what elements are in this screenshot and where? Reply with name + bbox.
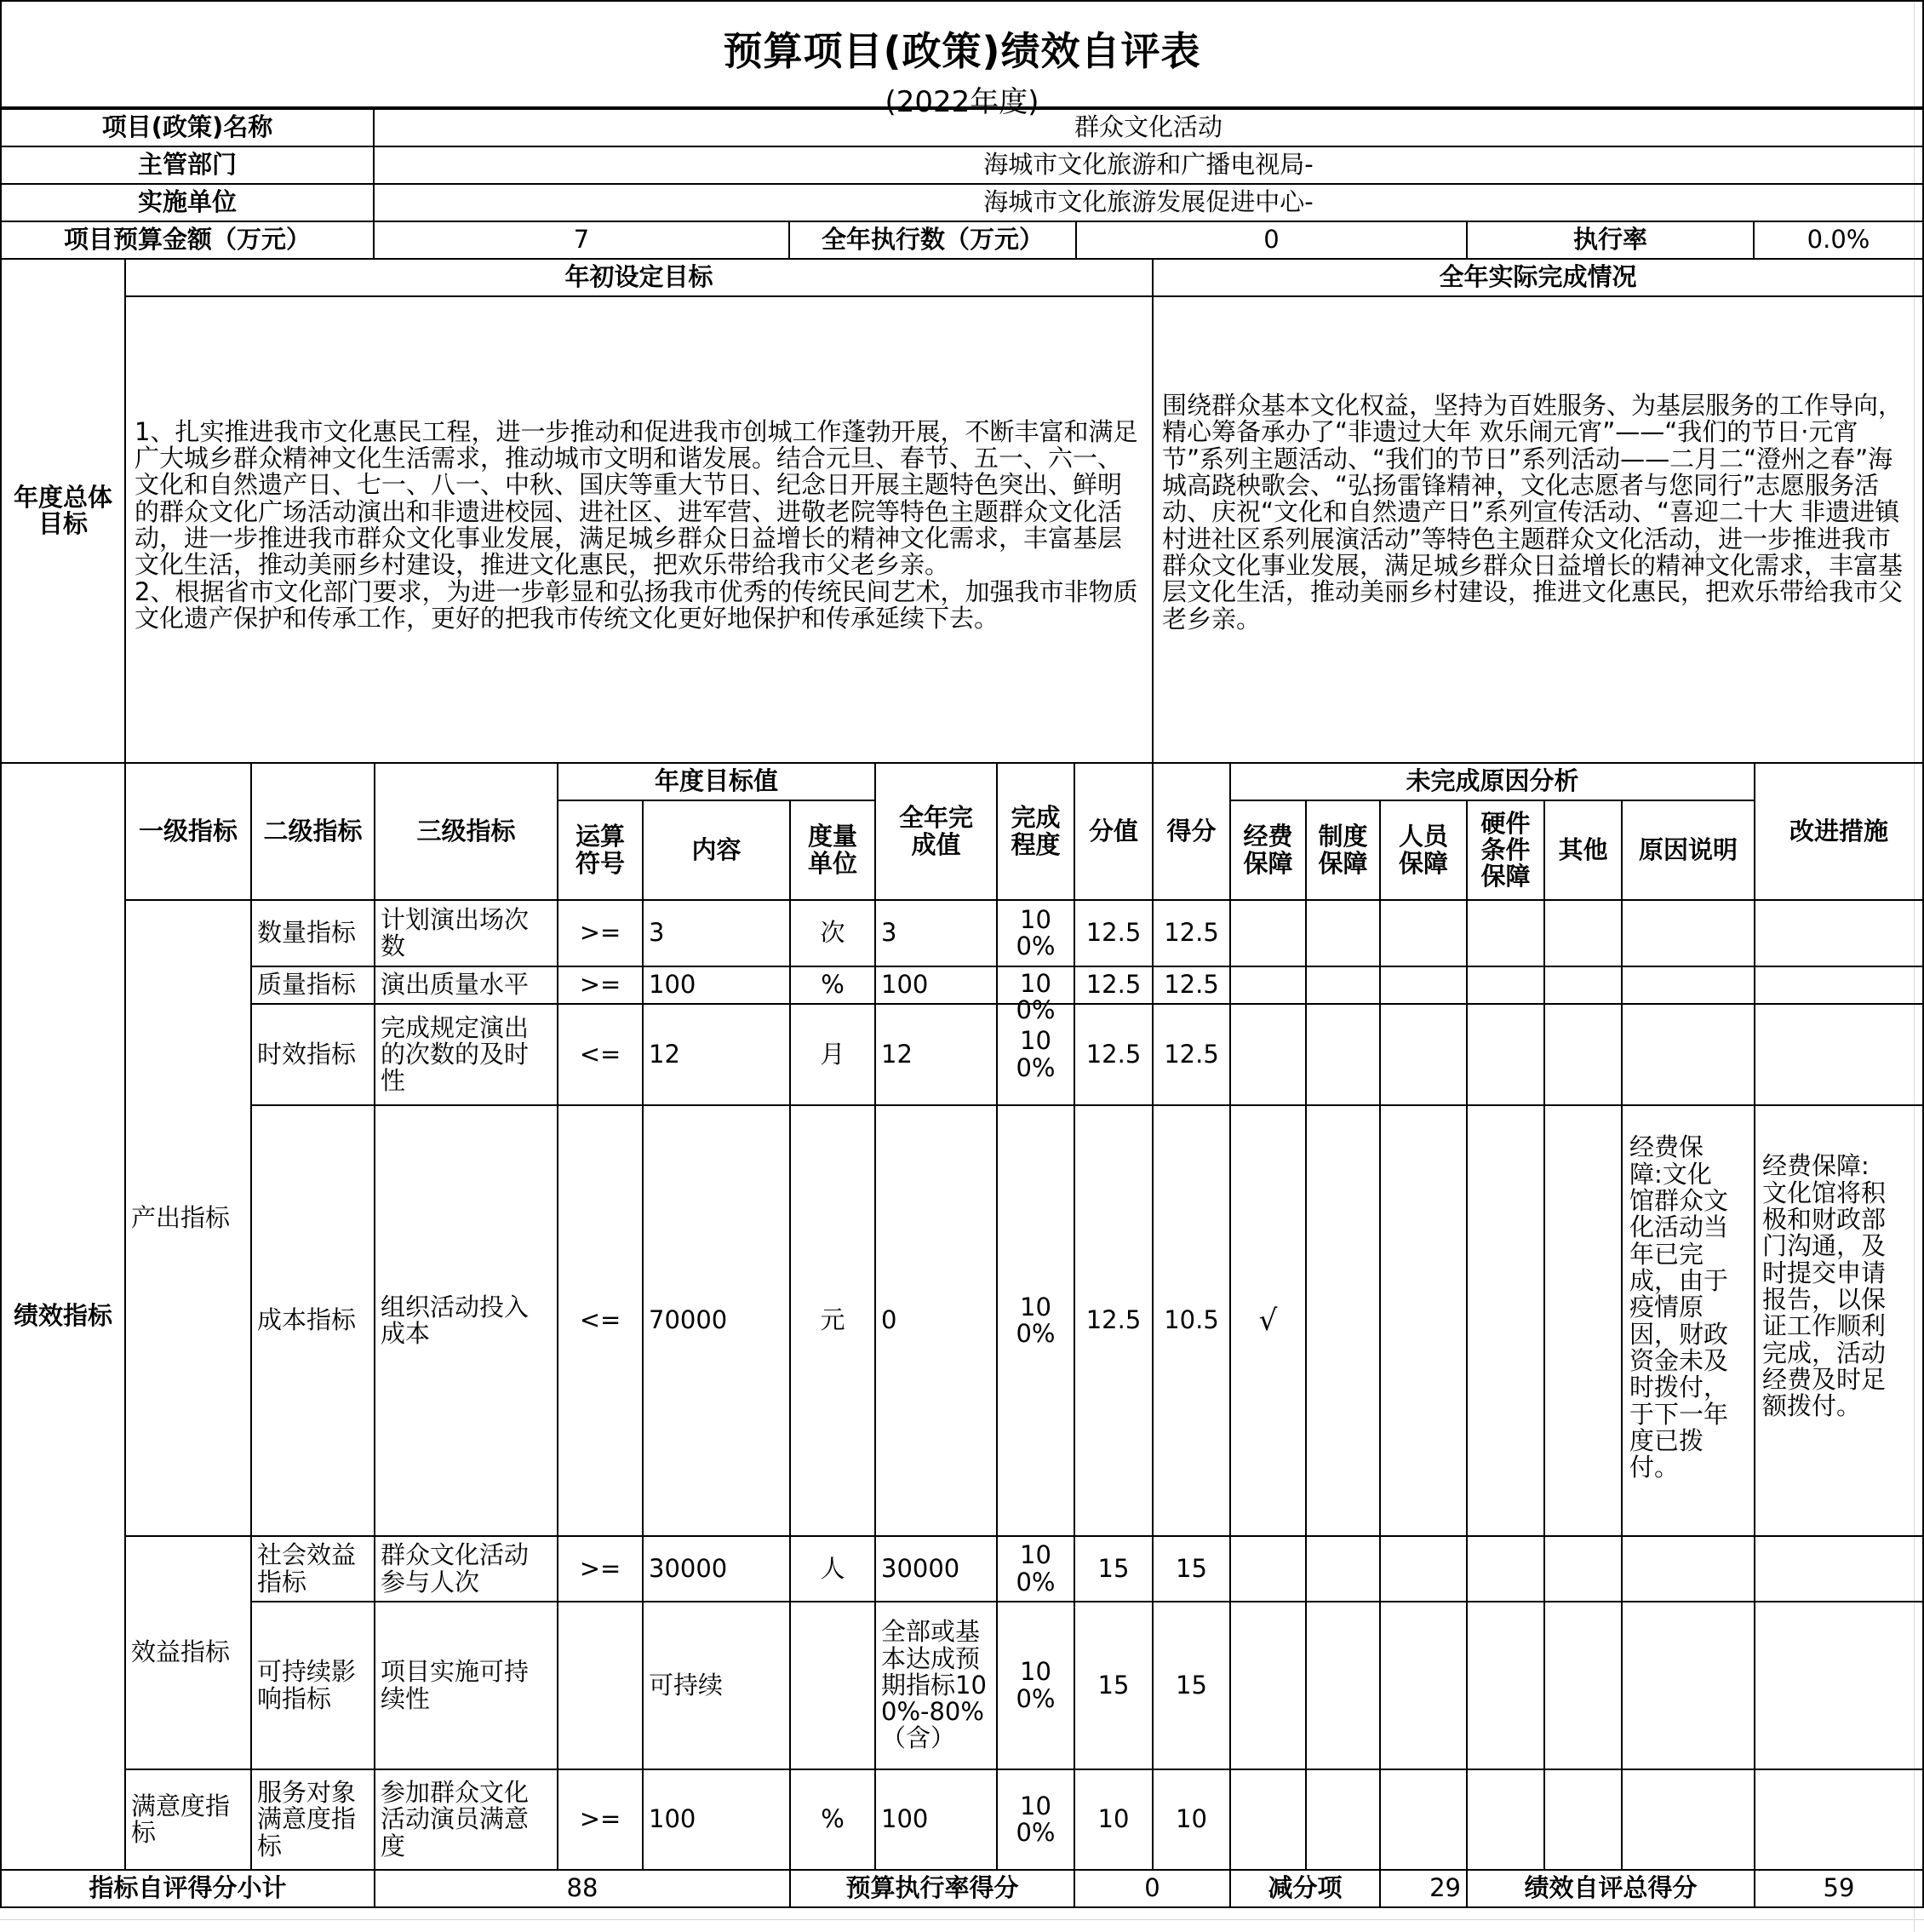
- row-level3: 参加群众文化活动演员满意度: [374, 1769, 558, 1871]
- hdr-improve: 改进措施: [1754, 762, 1924, 901]
- budget-label: 项目预算金额（万元）: [0, 221, 375, 260]
- hdr-level3: 三级指标: [374, 762, 558, 901]
- row-completion-text: 100%: [1016, 1026, 1056, 1082]
- row-r-system[interactable]: [1305, 1003, 1381, 1106]
- row-operator: <=: [557, 1003, 644, 1106]
- initial-goal-text: 1、扎实推进我市文化惠民工程，进一步推动和促进我市创城工作蓬勃开展，不断丰富和满足广大城乡群众精神文化生活需求，推动城市文明和谐发展。结合元旦、春节、五一、六一、文化和自然遗产日、七一、八一、中秋、国庆等重大节日、纪念日开展主题特色突出、鲜明的群众文化广场活动演出和非遗进校园、进社区、进军营、进敬老院等特色主题群众文化活动，进一步推进我市群众文化事业发展，满足城乡群众日益增长的精神文化需求，丰富基层文化生活，推动美丽乡村建设，推进文化惠民，把欢乐带给我市父老乡亲。 2、根据省市文化部门要求，为进一步彰显和弘扬我市优秀的传统民间艺术，加强我市非物质文化遗产保护和传承工作，更好的把我市传统文化更好地保护和传承延续下去。: [135, 416, 1138, 633]
- row-actual[interactable]: 100: [874, 966, 998, 1005]
- row-content[interactable]: 12: [642, 1003, 791, 1106]
- row-r-other[interactable]: [1543, 1769, 1623, 1871]
- hdr-content: 内容: [642, 800, 791, 901]
- row-actual[interactable]: 0: [874, 1104, 998, 1537]
- annual-goals-label: 年度总体目标: [0, 258, 126, 764]
- hdr-actual: [874, 762, 998, 901]
- row-unit: 元: [789, 1104, 876, 1537]
- row-score[interactable]: 12.5: [1152, 966, 1231, 1005]
- row-r-hardware[interactable]: [1466, 1535, 1545, 1602]
- row-level3: 群众文化活动参与人次: [374, 1535, 558, 1602]
- row-r-funding[interactable]: [1229, 899, 1307, 967]
- project-name-label: 项目(政策)名称: [0, 108, 375, 147]
- row-level2: 服务对象满意度指标: [250, 1769, 375, 1871]
- row-level2: 时效指标: [250, 1003, 375, 1106]
- row-score-value[interactable]: 10: [1074, 1769, 1154, 1871]
- row-completion[interactable]: [996, 1535, 1075, 1602]
- row-r-explain[interactable]: [1621, 1769, 1755, 1871]
- hdr-r-system-text: 制度保障: [1318, 822, 1368, 878]
- row-r-explain[interactable]: [1621, 1003, 1755, 1106]
- row-r-other[interactable]: [1543, 1003, 1623, 1106]
- row-r-other[interactable]: [1543, 1104, 1623, 1537]
- hdr-annual-target: 年度目标值: [557, 762, 876, 801]
- row-unit: 次: [789, 899, 876, 967]
- row-score[interactable]: 10: [1152, 1769, 1231, 1871]
- row-completion-text: 100%: [1016, 1540, 1056, 1597]
- report-title-block: [0, 0, 1924, 119]
- exec-value[interactable]: 0: [1075, 221, 1468, 260]
- row-r-hardware[interactable]: [1466, 1104, 1545, 1537]
- total-label: 绩效自评总得分: [1466, 1869, 1755, 1908]
- row-improve[interactable]: [1754, 899, 1924, 967]
- hdr-r-hardware-text: 硬件条件保障: [1480, 808, 1531, 891]
- hdr-r-staff: [1379, 800, 1468, 901]
- hdr-r-funding: [1229, 800, 1307, 901]
- row-completion[interactable]: [996, 966, 1075, 1025]
- row-level3: 计划演出场次数: [374, 899, 558, 967]
- hdr-r-staff-text: 人员保障: [1398, 822, 1448, 878]
- sheet-gridline: [0, 1919, 1924, 1920]
- row-content[interactable]: 70000: [642, 1104, 791, 1537]
- hdr-r-hardware: [1466, 800, 1545, 901]
- row-score-value[interactable]: 15: [1074, 1535, 1154, 1602]
- row-improve[interactable]: [1754, 1003, 1924, 1106]
- budget-value[interactable]: 7: [373, 221, 790, 260]
- row-r-staff[interactable]: [1379, 1003, 1468, 1106]
- row-level3: 完成规定演出的次数的及时性: [374, 1003, 558, 1106]
- hdr-unit: [789, 800, 876, 901]
- hdr-operator-text: 运算符号: [575, 822, 625, 878]
- hdr-r-funding-text: 经费保障: [1243, 822, 1293, 878]
- subtotal-label: 指标自评得分小计: [0, 1869, 375, 1908]
- row-actual[interactable]: [874, 1601, 998, 1770]
- row-improve[interactable]: [1754, 1601, 1924, 1770]
- row-level2: 社会效益指标: [250, 1535, 375, 1602]
- total-value[interactable]: 59: [1754, 1869, 1924, 1908]
- row-completion[interactable]: [996, 1003, 1075, 1106]
- row-actual[interactable]: 12: [874, 1003, 998, 1106]
- rate-value[interactable]: 0.0%: [1753, 221, 1924, 260]
- hdr-unit-text: 度量单位: [807, 822, 857, 878]
- row-level2: 成本指标: [250, 1104, 375, 1537]
- row-score[interactable]: 10.5: [1152, 1104, 1231, 1537]
- hdr-level1: 一级指标: [124, 762, 252, 901]
- row-r-system[interactable]: [1305, 1769, 1381, 1871]
- row-completion-text: 100%: [1016, 1292, 1056, 1348]
- budget-score-label: 预算执行率得分: [789, 1869, 1075, 1908]
- row-r-system[interactable]: [1305, 1104, 1381, 1537]
- dept-value[interactable]: 海城市文化旅游和广播电视局-: [373, 146, 1924, 185]
- row-unit: 月: [789, 1003, 876, 1106]
- hdr-r-explain: 原因说明: [1621, 800, 1755, 901]
- row-operator: [557, 1601, 644, 1770]
- row-score-value[interactable]: 15: [1074, 1601, 1154, 1770]
- hdr-score-value: 分值: [1074, 762, 1154, 901]
- project-name-value[interactable]: 群众文化活动: [373, 108, 1924, 147]
- row-actual[interactable]: 3: [874, 899, 998, 967]
- initial-goal-header: 年初设定目标: [124, 258, 1154, 297]
- row-improve[interactable]: [1754, 1104, 1924, 1537]
- row-r-hardware[interactable]: [1466, 1769, 1545, 1871]
- row-r-explain[interactable]: [1621, 1601, 1755, 1770]
- row-content[interactable]: 可持续: [642, 1601, 791, 1770]
- row-score[interactable]: 15: [1152, 1535, 1231, 1602]
- row-operator: >=: [557, 1535, 644, 1602]
- rate-label: 执行率: [1466, 221, 1755, 260]
- hdr-reason-analysis: 未完成原因分析: [1229, 762, 1755, 801]
- row-operator: <=: [557, 1104, 644, 1537]
- row-unit: %: [789, 966, 876, 1005]
- row-level2: 质量指标: [250, 966, 375, 1005]
- row-unit: 人: [789, 1535, 876, 1602]
- row-r-funding[interactable]: [1229, 1769, 1307, 1871]
- row-completion[interactable]: [996, 1769, 1075, 1871]
- row-completion-text: 100%: [1016, 1657, 1056, 1713]
- row-operator: >=: [557, 899, 644, 967]
- row-improve[interactable]: [1754, 966, 1924, 1005]
- row-completion[interactable]: [996, 1104, 1075, 1537]
- row-content[interactable]: 100: [642, 966, 791, 1005]
- initial-goal-text-cell[interactable]: [124, 295, 1154, 764]
- row-completion-text: 100%: [1016, 1791, 1056, 1847]
- row-content[interactable]: 100: [642, 1769, 791, 1871]
- row-r-funding[interactable]: [1229, 1535, 1307, 1602]
- row-r-explain-text: 经费保障:文化馆群众文化活动当年已完成，由于疫情原因，财政资金未及时拨付，于下一年度已拨付。: [1629, 1132, 1729, 1482]
- row-r-other[interactable]: [1543, 899, 1623, 967]
- row-content[interactable]: 30000: [642, 1535, 791, 1602]
- hdr-completion-text: 完成程度: [1011, 803, 1061, 859]
- hdr-operator: [557, 800, 644, 901]
- row-r-system[interactable]: [1305, 1535, 1381, 1602]
- row-level3: 组织活动投入成本: [374, 1104, 558, 1537]
- row-score-value[interactable]: 12.5: [1074, 1104, 1154, 1537]
- row-r-funding[interactable]: [1229, 1003, 1307, 1106]
- row-score[interactable]: 12.5: [1152, 899, 1231, 967]
- row-actual-text: 全部或基本达成预期指标100%-80%（含）: [881, 1617, 987, 1753]
- hdr-actual-text: 全年完成值: [898, 803, 973, 859]
- row-r-funding[interactable]: √: [1229, 1104, 1307, 1537]
- row-operator: >=: [557, 1769, 644, 1871]
- row-r-staff[interactable]: [1379, 966, 1468, 1005]
- row-r-explain[interactable]: [1621, 1104, 1755, 1537]
- group-output: 产出指标: [124, 899, 252, 1537]
- row-r-staff[interactable]: [1379, 1535, 1468, 1602]
- row-r-funding[interactable]: [1229, 966, 1307, 1005]
- row-r-other[interactable]: [1543, 1535, 1623, 1602]
- dept-label: 主管部门: [0, 146, 375, 185]
- row-r-system[interactable]: [1305, 1601, 1381, 1770]
- row-r-funding[interactable]: [1229, 1601, 1307, 1770]
- row-level2: 数量指标: [250, 899, 375, 967]
- group-satisfaction: 满意度指标: [124, 1769, 252, 1871]
- row-improve[interactable]: [1754, 1769, 1924, 1871]
- row-r-staff[interactable]: [1379, 1601, 1468, 1770]
- row-r-explain[interactable]: [1621, 1535, 1755, 1602]
- row-completion[interactable]: [996, 1601, 1075, 1770]
- row-r-hardware[interactable]: [1466, 899, 1545, 967]
- row-r-hardware[interactable]: [1466, 1601, 1545, 1770]
- unit-value[interactable]: 海城市文化旅游发展促进中心-: [373, 183, 1924, 222]
- row-r-other[interactable]: [1543, 966, 1623, 1005]
- row-r-other[interactable]: [1543, 1601, 1623, 1770]
- hdr-r-system: [1305, 800, 1381, 901]
- row-unit: [789, 1601, 876, 1770]
- deduct-value[interactable]: 29: [1379, 1869, 1468, 1908]
- row-operator: >=: [557, 966, 644, 1005]
- hdr-r-other: 其他: [1543, 800, 1623, 901]
- actual-result-text: 围绕群众基本文化权益，坚持为百姓服务、为基层服务的工作导向，精心筹备承办了“非遗过大年 欢乐闹元宵”——“我们的节日·元宵节”系列主题活动、“我们的节日”系列活动——二月二“澄州之春”海城高跷秧歌会、“弘扬雷锋精神，文化志愿者与您同行”志愿服务活动、庆祝“文化和自然遗产日”系列宣传活动、“喜迎二十大 非遗进镇村进社区系列展演活动”等特色主题群众文化活动，进一步推进我市群众文化事业发展，满足城乡群众日益增长的精神文化需求，丰富基层文化生活，推动美丽乡村建设，推进文化惠民，把欢乐带给我市父老乡亲。: [1162, 391, 1904, 633]
- row-level3: 演出质量水平: [374, 966, 558, 1005]
- row-r-system[interactable]: [1305, 966, 1381, 1005]
- row-completion[interactable]: [996, 899, 1075, 967]
- row-r-explain[interactable]: [1621, 899, 1755, 967]
- row-r-staff[interactable]: [1379, 1104, 1468, 1537]
- row-r-staff[interactable]: [1379, 1769, 1468, 1871]
- row-actual[interactable]: 30000: [874, 1535, 998, 1602]
- row-improve-text: 经费保障:文化馆将积极和财政部门沟通，及时提交申请报告，以保证工作顺利完成，活动经费及时足额拨付。: [1762, 1151, 1887, 1421]
- report-title: 预算项目(政策)绩效自评表: [723, 28, 1201, 74]
- perf-section-label: 绩效指标: [0, 762, 126, 1871]
- row-r-hardware[interactable]: [1466, 1003, 1545, 1106]
- hdr-score: 得分: [1152, 762, 1231, 901]
- row-unit: %: [789, 1769, 876, 1871]
- budget-score-value[interactable]: 0: [1074, 1869, 1231, 1908]
- actual-result-header: 全年实际完成情况: [1152, 258, 1924, 297]
- hdr-completion: [996, 762, 1075, 901]
- row-improve[interactable]: [1754, 1535, 1924, 1602]
- unit-label: 实施单位: [0, 183, 375, 222]
- row-level2: 可持续影响指标: [250, 1601, 375, 1770]
- hdr-level2: 二级指标: [250, 762, 375, 901]
- row-r-system[interactable]: [1305, 899, 1381, 967]
- row-r-hardware[interactable]: [1466, 966, 1545, 1005]
- row-completion-text: 100%: [1016, 969, 1056, 1025]
- row-score[interactable]: 12.5: [1152, 1003, 1231, 1106]
- actual-result-text-cell[interactable]: [1152, 295, 1924, 764]
- report-subtitle: (2022年度): [885, 85, 1039, 119]
- row-score-value[interactable]: 12.5: [1074, 1003, 1154, 1106]
- row-content[interactable]: 3: [642, 899, 791, 967]
- group-benefit: 效益指标: [124, 1535, 252, 1770]
- row-completion-text: 100%: [1016, 904, 1056, 960]
- deduct-label: 减分项: [1229, 1869, 1381, 1908]
- row-r-explain[interactable]: [1621, 966, 1755, 1005]
- row-score-value[interactable]: 12.5: [1074, 899, 1154, 967]
- row-level3: 项目实施可持续性: [374, 1601, 558, 1770]
- row-score-value[interactable]: 12.5: [1074, 966, 1154, 1005]
- row-actual[interactable]: 100: [874, 1769, 998, 1871]
- exec-label: 全年执行数（万元）: [788, 221, 1077, 260]
- row-score[interactable]: 15: [1152, 1601, 1231, 1770]
- row-r-staff[interactable]: [1379, 899, 1468, 967]
- subtotal-value[interactable]: 88: [374, 1869, 791, 1908]
